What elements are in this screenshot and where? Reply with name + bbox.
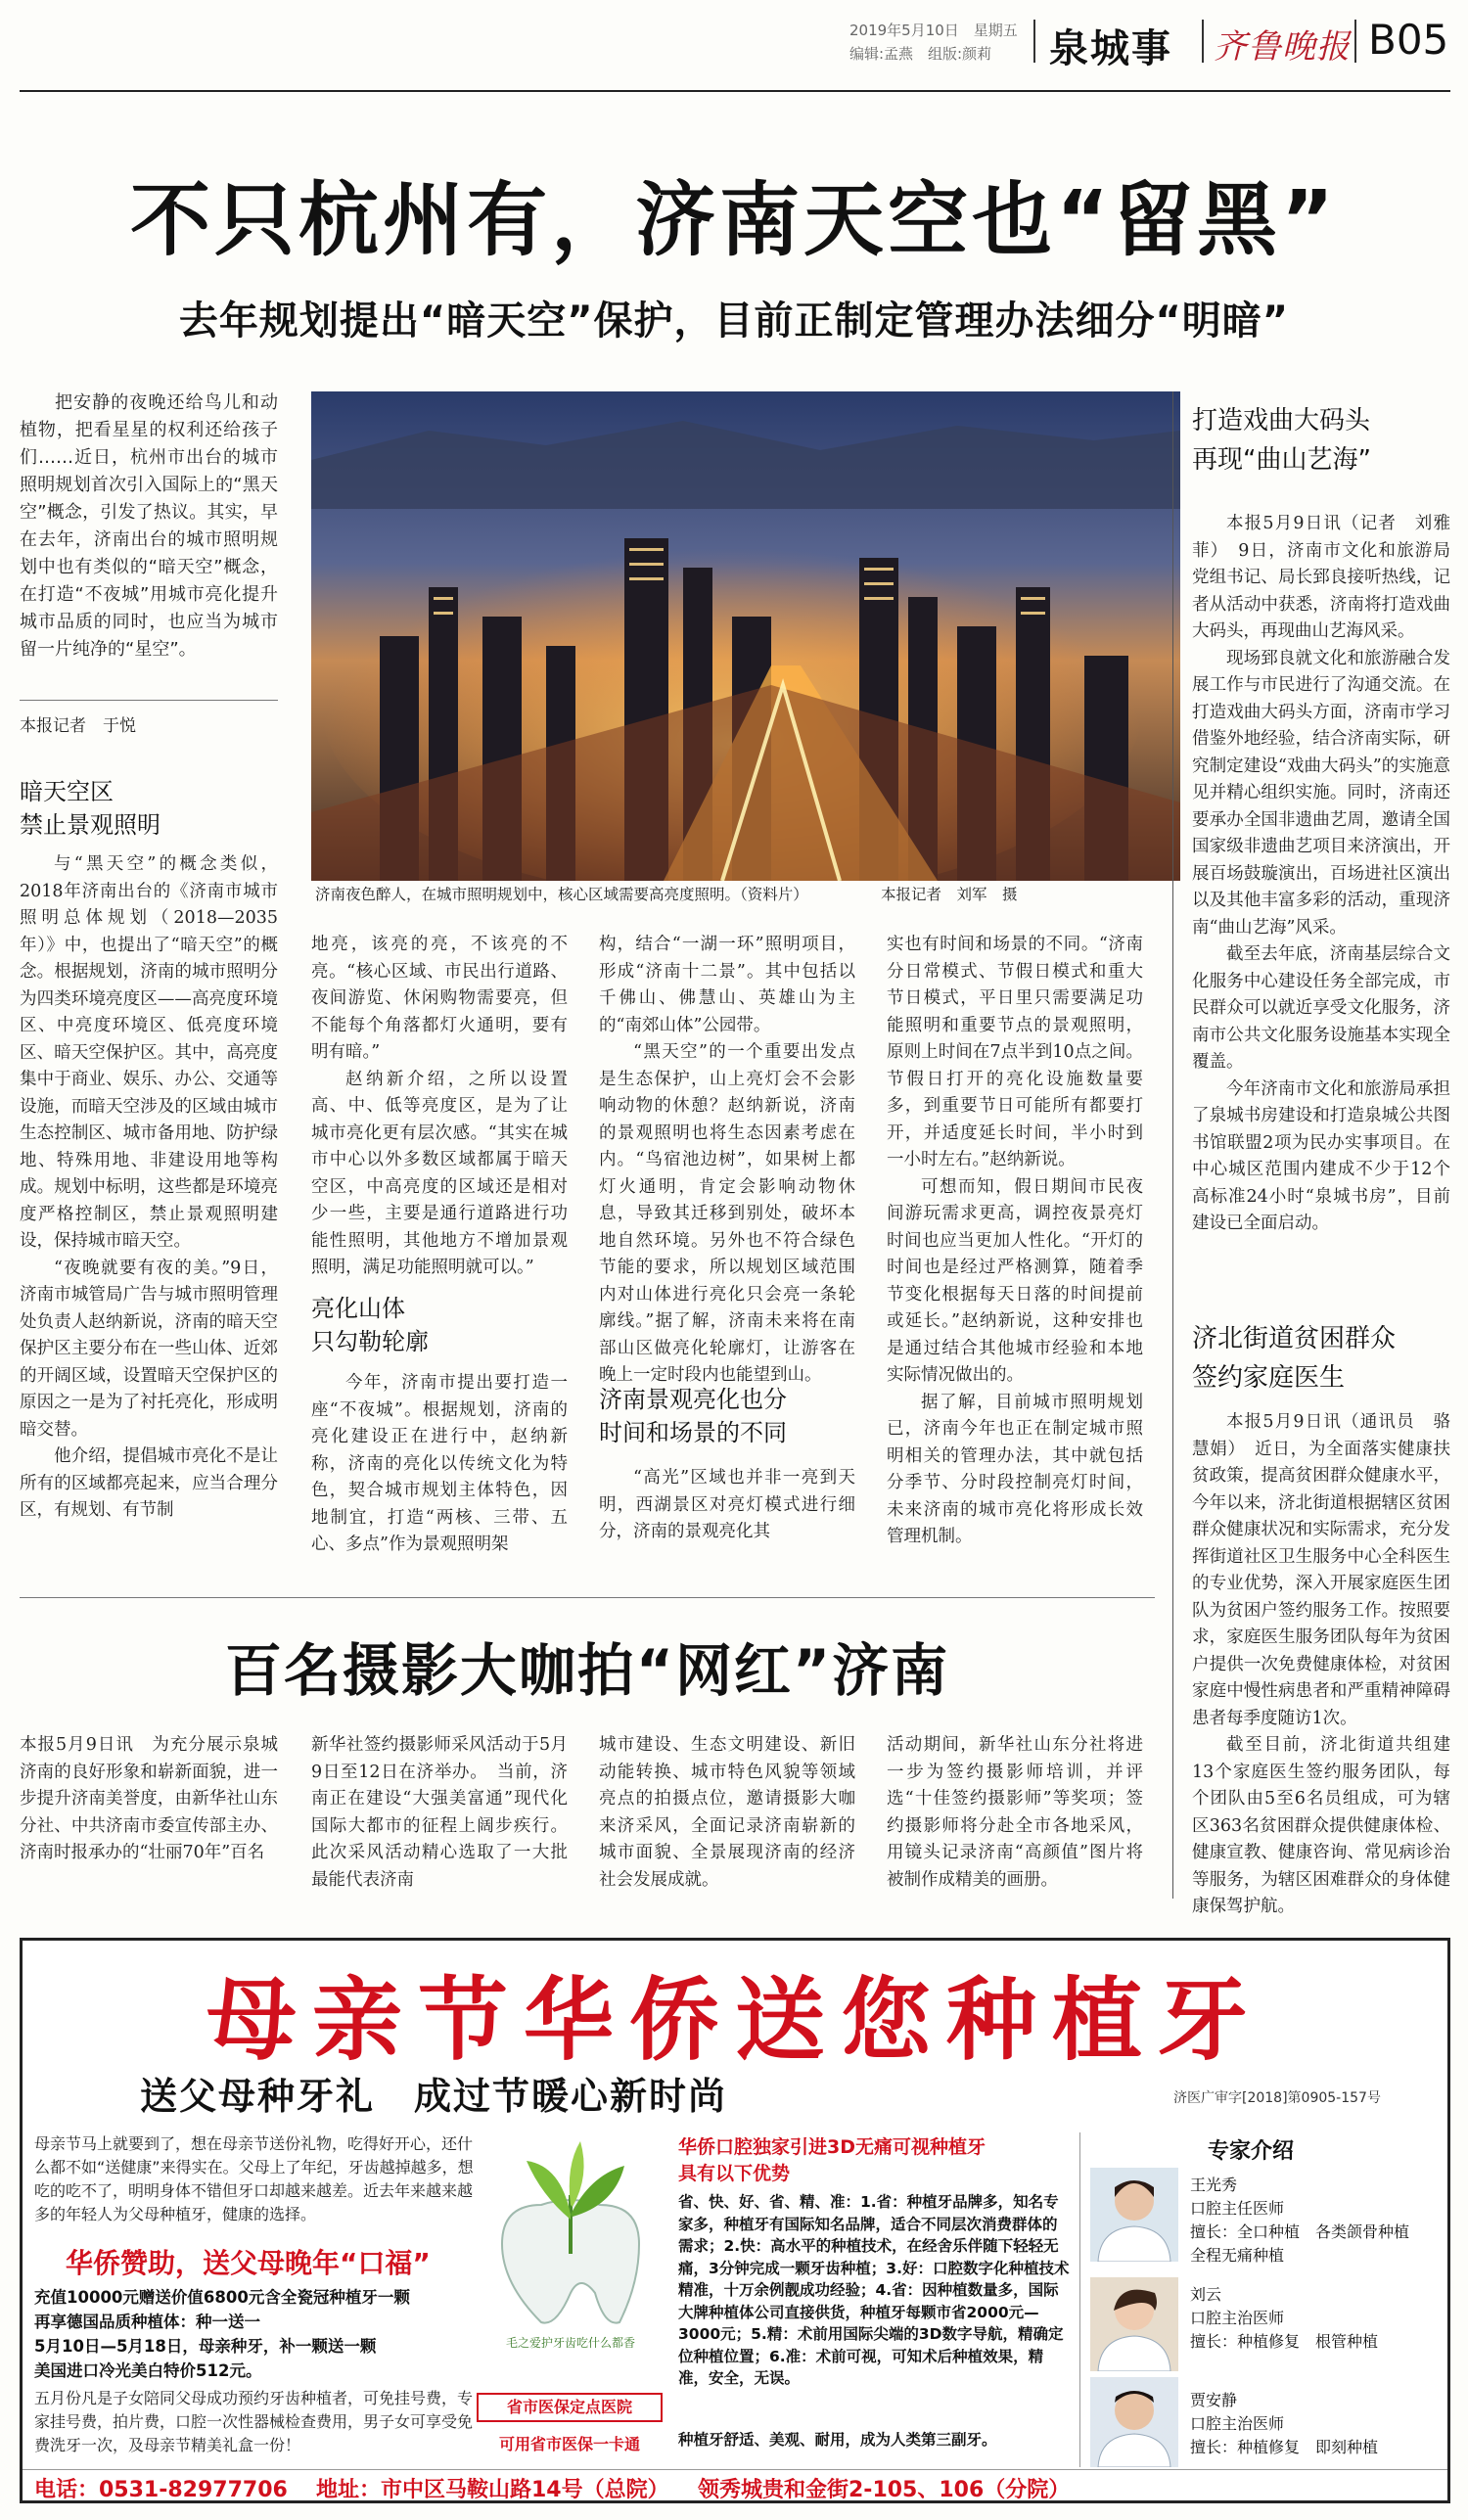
- article-column-1: 与“黑天空”的概念类似，2018年济南出台的《济南市城市照明总体规划（2018—2035年）》中，也提出了“暗天空”的概念。根据规划，济南的城市照明分为四类环境亮度区——高亮度环境区、中亮度环境区、低亮度环境区、暗天空保护区。其中，高亮度集中于商业、娱乐、办公、交通等设施，而暗天空涉及的区域由城市生态控制区、城市备用地、防护绿地、特殊用地、非建设用地等构成。规划中标明，这些都是环境亮度严格控制区，禁止景观照明建设，保持城市暗天空。 “夜晚就要有夜的美。”9日，济南市城管局广告与城市照明管理处负责人赵纳新说，济南的暗天空保护区主要分布在一些山体、近郊的开阔区域，设置暗天空保护区的原因之一是为了衬托亮化，形成明暗交替。 他介绍，提倡城市亮化不是让所有的区域都亮起来，应当合理分区，有规划、有节制: [20, 854, 278, 1520]
- city-night-image: [311, 391, 1180, 881]
- expert-photo-avatar: [1090, 2168, 1178, 2262]
- expert-2: 刘云 口腔主治医师 擅长：种植修复 根管种植: [1190, 2285, 1379, 2351]
- ad-contact-bar: [23, 2469, 1447, 2500]
- ad-mid-text: 省、快、好、省、精、准：1.省：种植牙品牌多，知名专家多，种植牙有国际知名品牌，适合不同层次消费群体的需求；2.快：高水平的种植技术，在经舍乐伴随下轻轻无痛，3分钟完成一颗牙齿种植；3.好：口腔数字化种植技术精准，十万余例靓成功经验；4.省：因种植数量多，国际大牌种植体公司直接供货，种植牙每颗市省2000元—3000元；5.精：术前用国际尖端的3D数字导航，精确定位种植位置；6.准：术前可视，可知术后种植效果，精准，安全，无误。: [678, 2193, 1070, 2387]
- photographer-col-3: 城市建设、生态文明建设、新旧动能转换、城市特色风貌等领域亮点的拍摄点位，邀请摄影大咖来济采风，全面记录济南崭新的城市面貌、全景展现济南的经济社会发展成就。: [599, 1735, 855, 1890]
- lead-byline: 本报记者 于悦: [20, 716, 136, 736]
- story-divider: [20, 1597, 1155, 1598]
- photographer-col-2: 新华社签约摄影师采风活动于5月9日至12日在济举办。 当前，济南正在建设“大强美富通”现代化国际大都市的征程上阔步疾行。此次采风活动精心选取了一大批最能代表济南: [311, 1735, 568, 1890]
- ad-left-title: 华侨赞助，送父母晚年“口福”: [66, 2247, 431, 2279]
- tooth-leaf-graphic: [482, 2136, 659, 2332]
- ad-title: 母亲节华侨送您种植牙: [206, 1968, 1263, 2073]
- expert-photo-avatar: [1090, 2277, 1178, 2371]
- newspaper-logo: 齐鲁晚报: [1214, 27, 1351, 67]
- insurance-badge: 省市医保定点医院: [477, 2393, 663, 2422]
- lead-paragraph: 把安静的夜晚还给鸟儿和动植物，把看星星的权利还给孩子们……近日，杭州市出台的城市照明规划首次引入国际上的“黑天空”概念，引发了热议。其实，早在去年，济南出台的城市照明规划中也有类似的“暗天空”概念，在打造“不夜城”用城市亮化提升城市品质的同时，也应当为城市留一片纯净的“星空”。: [20, 392, 278, 660]
- column-rule: [1172, 391, 1173, 1899]
- insurance-card-note: 可用省市医保一卡通: [498, 2435, 640, 2453]
- section-title: 泉城事: [1049, 26, 1172, 71]
- subhead-scene: 济南景观亮化也分 时间和场景的不同: [599, 1386, 787, 1446]
- ad-promo-block: 充值10000元赠送价值6800元含全瓷冠种植牙一颗 再享德国品质种植体：种一送一 5月10日—5月18日，母亲种牙，补一颗送一颗 美国进口冷光美白特价512元。: [34, 2288, 410, 2380]
- ad-phone: 电话：0531-82977706: [34, 2478, 288, 2502]
- expert-photo-avatar: [1090, 2377, 1178, 2467]
- ad-address: 地址：市中区马鞍山路14号（总院）: [316, 2478, 669, 2502]
- avatar-icon: [1090, 2168, 1178, 2262]
- avatar-icon: [1090, 2377, 1178, 2467]
- photographer-col-4: 活动期间，新华社山东分社将进一步为签约摄影师培训，并评选“十佳签约摄影师”等奖项；签约摄影师将分赴全市各地采风，用镜头记录济南“高颜值”图片将被制作成精美的画册。: [887, 1735, 1143, 1890]
- experts-panel: [1079, 2132, 1445, 2467]
- experts-title: 专家介绍: [1208, 2139, 1295, 2164]
- ad-branch-address: 领秀城贵和金街2-105、106（分院）: [698, 2478, 1071, 2502]
- article-column-4: 实也有时间和场景的不同。“济南分日常模式、节假日模式和重大节日模式，平日里只需要满足功能照明和重要节点的景观照明，原则上时间在7点半到10点之间。节假日打开的亮化设施数量要多，到重要节日可能所有都要打开，并适度延长时间，半小时到一小时左右。”赵纳新说。 可想而知，假日期间市民夜间游玩需求更高，调控夜景亮灯时间也应当更加人性化。“开灯的时间也是经过严格测算，随着季节变化根据每天日落的时间提前或延长。”赵纳新说，这种安排也是通过结合其他城市经验和本地实际情况做出的。 据了解，目前城市照明规划已，济南今年也正在制定城市照明相关的管理办法，其中就包括分季节、分时段控制亮灯时间，未来济南的城市亮化将形成长效管理机制。: [887, 935, 1143, 1546]
- issue-date: 2019年5月10日 星期五: [849, 22, 1018, 39]
- header-divider: [1033, 20, 1035, 63]
- ad-mid-bottom: 种植牙舒适、美观、耐用，成为人类第三副牙。: [678, 2431, 997, 2449]
- ad-left-bottom: 五月份凡是子女陪同父母成功预约牙齿种植者，可免挂号费，专家挂号费，拍片费，口腔一次性器械检查费用，男子女可享受免费洗牙一次，及母亲节精美礼盒一份！: [34, 2389, 474, 2454]
- sidebar-article-opera: 本报5月9日讯（记者 刘雅菲） 9日，济南市文化和旅游局党组书记、局长郅良接听热线，记者从活动中获悉，济南将打造戏曲大码头，再现曲山艺海风采。 现场郅良就文化和旅游融合发展工作与市民进行了沟通交流。在打造戏曲大码头方面，济南市学习借鉴外地经验，结合济南实际，研究制定建设“戏曲大码头”的实施意见并精心组织实施。同时，济南还要承办全国非遗曲艺周，邀请全国国家级非遗曲艺项目来济演出，开展百场鼓璇演出，百场进社区演出以及其他丰富多彩的活动，重现济南“曲山艺海”风采。 截至去年底，济南基层综合文化服务中心建设任务全部完成，市民群众可以就近享受文化服务，济南市公共文化服务设施基本实现全覆盖。 今年济南市文化和旅游局承担了泉城书房建设和打造泉城公共图书馆联盟2项为民办实事项目。在中心城区范围内建成不少于12个高标准24小时“泉城书房”，目前建设已全面启动。: [1192, 514, 1450, 1233]
- lead-divider: [20, 700, 278, 701]
- leaf-icon: [482, 2136, 659, 2332]
- article-column-2b: 今年，济南市提出要打造一座“不夜城”。根据规划，济南的亮化建设正在进行中，赵纳新称，济南的亮化以传统文化为特色，契合城市规划主体特色，因地制宜，打造“两核、三带、五心、多点”作为景观照明架: [311, 1373, 568, 1554]
- photo-credit: 本报记者 刘军 摄: [881, 886, 1018, 903]
- sidebar-title-doctor: 济北街道贫困群众 签约家庭医生: [1192, 1324, 1397, 1393]
- expert-3: 贾安静 口腔主治医师 擅长：种植修复 即刻种植: [1190, 2391, 1379, 2456]
- editor-credit: 编辑:孟燕 组版:颜莉: [849, 45, 992, 63]
- sidebar-article-doctor: 本报5月9日讯（通讯员 骆慧娟） 近日，为全面落实健康扶贫政策，提高贫困群众健康水平，今年以来，济北街道根据辖区贫困群众健康状况和实际需求，充分发挥街道社区卫生服务中心全科医生的专业优势，深入开展家庭医生团队为贫困户签约服务工作。按照要求，家庭医生服务团队每年为贫困户提供一次免费健康体检，对贫困家庭中慢性病患者和严重精神障碍患者每季度随访1次。 截至目前，济北街道共组建13个家庭医生签约服务团队，每个团队由5至6名员组成，可为辖区363名贫困群众提供健康体检、健康宣教、健康咨询、常见病诊治等服务，为辖区困难群众的身体健康保驾护航。: [1192, 1412, 1450, 1916]
- header-rule: [20, 90, 1450, 92]
- ad-slogan: 送父母种牙礼 成过节暖心新时尚: [140, 2075, 728, 2118]
- main-headline: 不只杭州有，济南天空也“留黑”: [130, 174, 1338, 267]
- leaf-caption: 毛之爱护牙齿吃什么都香: [505, 2336, 635, 2350]
- page-number: B05: [1368, 16, 1449, 64]
- city-night-photo: [311, 391, 1180, 881]
- article-column-3: 构，结合“一湖一环”照明项目，形成“济南十二景”。其中包括以千佛山、佛慧山、英雄山为主的“南郊山体”公园带。 “黑天空”的一个重要出发点是生态保护，山上亮灯会不会影响动物的休憩？赵纳新说，济南的景观照明也将生态因素考虑在内。“鸟宿池边树”，如果树上都灯火通明，肯定会影响动物休息，导致其迁移到别处，破坏本地自然环境。另外也不符合绿色节能的要求，所以规划区域范围内对山体进行亮化只会亮一条轮廓线。”据了解，济南未来将在南部山区做亮化轮廓灯，让游客在晚上一定时段内也能望到山。: [599, 935, 855, 1385]
- ad-mid-title: 华侨口腔独家引进3D无痛可视种植牙 具有以下优势: [678, 2136, 986, 2184]
- header-divider: [1202, 20, 1204, 63]
- sidebar-title-opera: 打造戏曲大码头 再现“曲山艺海”: [1192, 406, 1371, 475]
- article-column-3b: “高光”区域也并非一亮到天明，西湖景区对亮灯模式进行细分，济南的景观亮化其: [599, 1468, 855, 1541]
- photographer-col-1: 本报5月9日讯 为充分展示泉城济南的良好形象和崭新面貌，进一步提升济南美誉度，由新华社山东分社、中共济南市委宣传部主办、济南时报承办的“壮丽70年”百名: [20, 1735, 278, 1862]
- ad-intro-text: 母亲节马上就要到了，想在母亲节送份礼物，吃得好开心，还什么都不如“送健康”来得实在。父母上了年纪，牙齿越掉越多，想吃的吃不了，明明身体不错但牙口却越来越差。近去年来越来越多的年轻人为父母种植牙，健康的选择。: [34, 2134, 474, 2223]
- subhead-dark-sky: 暗天空区 禁止景观照明: [20, 778, 161, 839]
- ad-permit: 济医广审字[2018]第0905-157号: [1173, 2090, 1381, 2106]
- photographer-headline: 百名摄影大咖拍“网红”济南: [224, 1637, 950, 1704]
- dental-advertisement: [20, 1938, 1450, 2503]
- article-column-2: 地亮，该亮的亮，不该亮的不亮。“核心区域、市民出行道路、夜间游览、休闲购物需要亮，但不能每个角落都灯火通明，要有明有暗。” 赵纳新介绍，之所以设置高、中、低等亮度区，是为了让城市亮化更有层次感。“其实在城市中心以外多数区域都属于暗天空区，中高亮度的区域还是相对少一些，主要是通行道路进行功能性照明，其他地方不增加景观照明，满足功能照明就可以。”: [311, 935, 568, 1277]
- sub-headline: 去年规划提出“暗天空”保护，目前正制定管理办法细分“明暗”: [178, 298, 1290, 344]
- expert-1: 王光秀 口腔主任医师 擅长：全口种植 各类颌骨种植 全程无痛种植: [1190, 2176, 1410, 2265]
- header-divider: [1354, 20, 1356, 63]
- photo-caption: 济南夜色醉人，在城市照明规划中，核心区域需要高亮度照明。（资料片）: [315, 886, 808, 903]
- subhead-mountain: 亮化山体 只勾勒轮廓: [311, 1295, 429, 1355]
- avatar-icon: [1090, 2277, 1178, 2371]
